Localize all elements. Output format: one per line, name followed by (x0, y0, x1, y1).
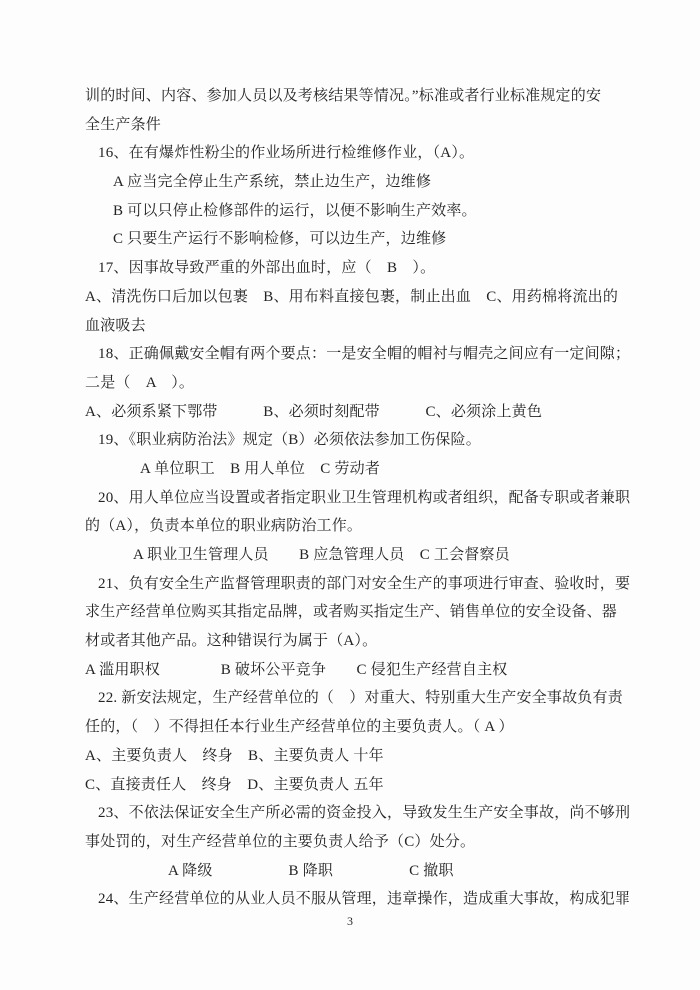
question-17-stem: 17、因事故导致严重的外部出血时，应（ B ）。 (98, 260, 436, 277)
question-18-options: A、必须系紧下鄂带 B、必须时刻配带 C、必须涂上黄色 (85, 403, 543, 420)
question-20-stem: 20、用人单位应当设置或者指定职业卫生管理机构或者组织，配备专职或者兼职 (98, 489, 631, 506)
question-21-options: A 滥用职权 B 破坏公平竞争 C 侵犯生产经营自主权 (85, 661, 508, 678)
question-19-options: A 单位职工 B 用人单位 C 劳动者 (140, 460, 381, 477)
question-16-stem: 16、在有爆炸性粉尘的作业场所进行检维修作业，（A）。 (98, 145, 475, 162)
question-24-stem: 24、生产经营单位的从业人员不服从管理，违章操作，造成重大事故，构成犯罪 (98, 891, 631, 908)
question-16-option-a: A 应当完全停止生产系统，禁止边生产，边维修 (113, 174, 432, 191)
question-23-options: A 降级 B 降职 C 撤职 (168, 862, 454, 879)
question-20-stem-cont: 的（A），负责本单位的职业病防治工作。 (85, 518, 363, 535)
question-19-stem: 19、《职业病防治法》规定（B）必须依法参加工伤保险。 (98, 432, 481, 449)
question-21-stem: 21、负有安全生产监督管理职责的部门对安全生产的事项进行审查、验收时，要 (98, 575, 631, 592)
question-21-stem-cont-1: 求生产经营单位购买其指定品牌，或者购买指定生产、销售单位的安全设备、器 (85, 604, 618, 621)
q15-continuation-line-1: 训的时间、内容、参加人员以及考核结果等情况。”标准或者行业标准规定的安 (85, 88, 602, 104)
question-23-stem: 23、不依法保证安全生产所必需的资金投入，导致发生生产安全事故，尚不够刑 (98, 805, 631, 822)
question-22-stem-cont: 任的，（ ）不得担任本行业生产经营单位的主要负责人。（ A ） (85, 719, 514, 736)
question-17-options-cont: 血液吸去 (85, 317, 146, 334)
question-21-stem-cont-2: 材或者其他产品。这种错误行为属于（A）。 (85, 633, 378, 650)
q15-continuation-line-2: 全生产条件 (85, 116, 162, 133)
question-22-options-cd: C、直接责任人 终身 D、主要负责人 五年 (85, 776, 384, 793)
question-22-stem: 22. 新安法规定，生产经营单位的（ ）对重大、特别重大生产安全事故负有责 (98, 690, 623, 707)
question-23-stem-cont: 事处罚的，对生产经营单位的主要负责人给予（C）处分。 (85, 833, 476, 850)
question-18-stem-cont: 二是（ A ）。 (85, 374, 195, 391)
question-20-options: A 职业卫生管理人员 B 应急管理人员 C 工会督察员 (133, 547, 510, 563)
question-17-options: A、清洗伤口后加以包裹 B、用布料直接包裹，制止出血 C、用药棉将流出的 (85, 288, 619, 305)
question-22-options-ab: A、主要负责人 终身 B、主要负责人 十年 (85, 747, 384, 764)
question-16-option-b: B 可以只停止检修部件的运行，以便不影响生产效率。 (113, 202, 477, 219)
question-16-option-c: C 只要生产运行不影响检修，可以边生产，边维修 (113, 231, 447, 248)
document-text (85, 82, 630, 914)
question-18-stem: 18、正确佩戴安全帽有两个要点：一是安全帽的帽衬与帽壳之间应有一定间隙； (98, 346, 631, 363)
page-number: 3 (347, 914, 353, 928)
